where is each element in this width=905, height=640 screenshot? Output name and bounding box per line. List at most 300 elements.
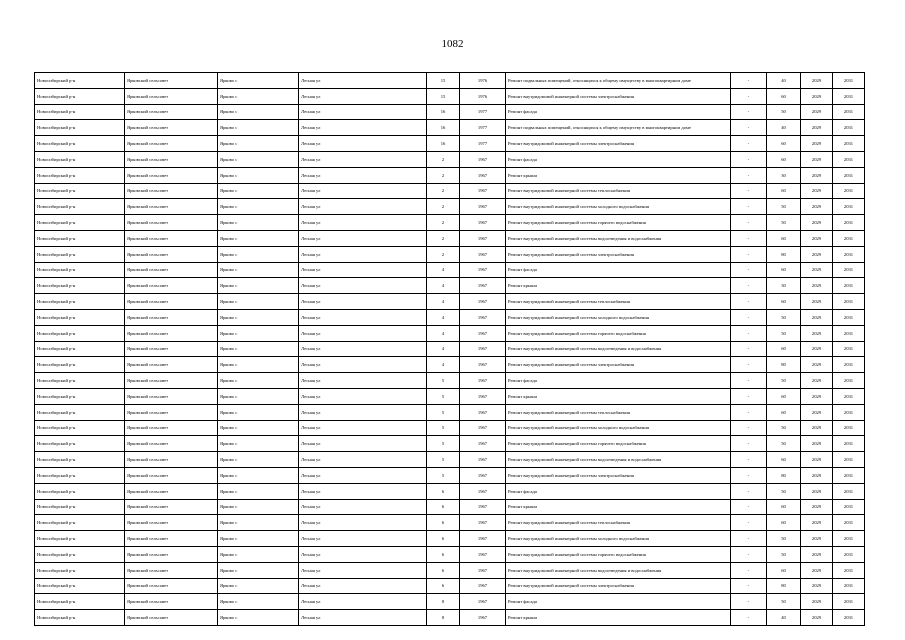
dash-cell: -	[731, 546, 767, 562]
start-year-cell: 2029	[801, 373, 833, 389]
dash-cell: -	[731, 325, 767, 341]
table-row	[35, 151, 865, 167]
year-built-cell: 1967	[460, 357, 506, 373]
volume-cell: 60	[767, 151, 801, 167]
table-row	[35, 183, 865, 199]
year-built-cell: 1967	[460, 341, 506, 357]
district-cell: Новосибирский р-н	[35, 404, 125, 420]
start-year-cell: 2029	[801, 167, 833, 183]
house-number-cell: 6	[427, 578, 460, 594]
street-cell: Лесная ул	[299, 246, 427, 262]
locality-cell: Ярково с	[218, 546, 299, 562]
start-year-cell: 2029	[801, 436, 833, 452]
volume-cell: 40	[767, 120, 801, 136]
work-type-cell: Ремонт внутридомовой инженерной системы электроснабжения	[506, 467, 731, 483]
locality-cell: Ярково с	[218, 499, 299, 515]
district-cell: Новосибирский р-н	[35, 420, 125, 436]
end-year-cell: 2031	[833, 104, 865, 120]
street-cell: Лесная ул	[299, 546, 427, 562]
work-type-cell: Ремонт внутридомовой инженерной системы холодного водоснабжения	[506, 199, 731, 215]
street-cell: Лесная ул	[299, 357, 427, 373]
table-row	[35, 373, 865, 389]
street-cell: Лесная ул	[299, 104, 427, 120]
year-built-cell: 1967	[460, 499, 506, 515]
district-cell: Новосибирский р-н	[35, 151, 125, 167]
settlement-cell: Ярковский сельсовет	[125, 357, 218, 373]
house-number-cell: 6	[427, 515, 460, 531]
settlement-cell: Ярковский сельсовет	[125, 88, 218, 104]
settlement-cell: Ярковский сельсовет	[125, 278, 218, 294]
settlement-cell: Ярковский сельсовет	[125, 309, 218, 325]
district-cell: Новосибирский р-н	[35, 341, 125, 357]
end-year-cell: 2031	[833, 420, 865, 436]
start-year-cell: 2029	[801, 341, 833, 357]
work-type-cell: Ремонт внутридомовой инженерной системы горячего водоснабжения	[506, 436, 731, 452]
table-row	[35, 594, 865, 610]
start-year-cell: 2029	[801, 562, 833, 578]
house-number-cell: 5	[427, 452, 460, 468]
work-type-cell: Ремонт внутридомовой инженерной системы водоотведения и водоснабжения	[506, 341, 731, 357]
table-row	[35, 88, 865, 104]
table-row	[35, 436, 865, 452]
district-cell: Новосибирский р-н	[35, 136, 125, 152]
district-cell: Новосибирский р-н	[35, 562, 125, 578]
dash-cell: -	[731, 167, 767, 183]
end-year-cell: 2031	[833, 515, 865, 531]
district-cell: Новосибирский р-н	[35, 357, 125, 373]
house-number-cell: 15	[427, 73, 460, 89]
work-type-cell: Ремонт внутридомовой инженерной системы электроснабжения	[506, 246, 731, 262]
locality-cell: Ярково с	[218, 230, 299, 246]
dash-cell: -	[731, 341, 767, 357]
locality-cell: Ярково с	[218, 136, 299, 152]
end-year-cell: 2031	[833, 294, 865, 310]
end-year-cell: 2031	[833, 88, 865, 104]
district-cell: Новосибирский р-н	[35, 167, 125, 183]
house-number-cell: 6	[427, 531, 460, 547]
year-built-cell: 1967	[460, 420, 506, 436]
settlement-cell: Ярковский сельсовет	[125, 546, 218, 562]
district-cell: Новосибирский р-н	[35, 499, 125, 515]
year-built-cell: 1967	[460, 309, 506, 325]
dash-cell: -	[731, 278, 767, 294]
year-built-cell: 1967	[460, 404, 506, 420]
year-built-cell: 1967	[460, 294, 506, 310]
work-type-cell: Ремонт внутридомовой инженерной системы горячего водоснабжения	[506, 215, 731, 231]
start-year-cell: 2029	[801, 515, 833, 531]
end-year-cell: 2031	[833, 594, 865, 610]
district-cell: Новосибирский р-н	[35, 278, 125, 294]
settlement-cell: Ярковский сельсовет	[125, 467, 218, 483]
end-year-cell: 2031	[833, 120, 865, 136]
start-year-cell: 2029	[801, 136, 833, 152]
dash-cell: -	[731, 73, 767, 89]
table-row	[35, 388, 865, 404]
table-row	[35, 531, 865, 547]
locality-cell: Ярково с	[218, 262, 299, 278]
table-row	[35, 199, 865, 215]
dash-cell: -	[731, 246, 767, 262]
year-built-cell: 1977	[460, 136, 506, 152]
house-number-cell: 4	[427, 278, 460, 294]
dash-cell: -	[731, 404, 767, 420]
house-number-cell: 2	[427, 151, 460, 167]
table-row	[35, 578, 865, 594]
locality-cell: Ярково с	[218, 341, 299, 357]
end-year-cell: 2031	[833, 230, 865, 246]
end-year-cell: 2031	[833, 262, 865, 278]
volume-cell: 40	[767, 73, 801, 89]
settlement-cell: Ярковский сельсовет	[125, 594, 218, 610]
street-cell: Лесная ул	[299, 199, 427, 215]
table-row	[35, 499, 865, 515]
start-year-cell: 2029	[801, 594, 833, 610]
end-year-cell: 2031	[833, 357, 865, 373]
end-year-cell: 2031	[833, 215, 865, 231]
volume-cell: 50	[767, 420, 801, 436]
year-built-cell: 1967	[460, 167, 506, 183]
locality-cell: Ярково с	[218, 246, 299, 262]
volume-cell: 80	[767, 357, 801, 373]
end-year-cell: 2031	[833, 388, 865, 404]
street-cell: Лесная ул	[299, 483, 427, 499]
year-built-cell: 1976	[460, 73, 506, 89]
settlement-cell: Ярковский сельсовет	[125, 230, 218, 246]
work-type-cell: Ремонт подвальных помещений, относящихся к общему имуществу в многоквартирном доме	[506, 73, 731, 89]
locality-cell: Ярково с	[218, 467, 299, 483]
volume-cell: 80	[767, 246, 801, 262]
dash-cell: -	[731, 88, 767, 104]
locality-cell: Ярково с	[218, 325, 299, 341]
district-cell: Новосибирский р-н	[35, 546, 125, 562]
house-number-cell: 6	[427, 483, 460, 499]
year-built-cell: 1967	[460, 546, 506, 562]
table-row	[35, 215, 865, 231]
dash-cell: -	[731, 183, 767, 199]
street-cell: Лесная ул	[299, 230, 427, 246]
start-year-cell: 2029	[801, 88, 833, 104]
house-number-cell: 15	[427, 88, 460, 104]
end-year-cell: 2031	[833, 325, 865, 341]
start-year-cell: 2029	[801, 246, 833, 262]
dash-cell: -	[731, 499, 767, 515]
house-number-cell: 16	[427, 136, 460, 152]
district-cell: Новосибирский р-н	[35, 215, 125, 231]
work-type-cell: Ремонт внутридомовой инженерной системы теплоснабжения	[506, 515, 731, 531]
district-cell: Новосибирский р-н	[35, 436, 125, 452]
table-body	[35, 73, 865, 626]
start-year-cell: 2029	[801, 73, 833, 89]
year-built-cell: 1967	[460, 467, 506, 483]
end-year-cell: 2031	[833, 404, 865, 420]
settlement-cell: Ярковский сельсовет	[125, 341, 218, 357]
end-year-cell: 2031	[833, 499, 865, 515]
house-number-cell: 5	[427, 467, 460, 483]
volume-cell: 60	[767, 388, 801, 404]
locality-cell: Ярково с	[218, 120, 299, 136]
volume-cell: 60	[767, 452, 801, 468]
street-cell: Лесная ул	[299, 610, 427, 626]
table-row	[35, 420, 865, 436]
street-cell: Лесная ул	[299, 294, 427, 310]
settlement-cell: Ярковский сельсовет	[125, 578, 218, 594]
end-year-cell: 2031	[833, 341, 865, 357]
end-year-cell: 2031	[833, 136, 865, 152]
house-number-cell: 2	[427, 215, 460, 231]
district-cell: Новосибирский р-н	[35, 88, 125, 104]
settlement-cell: Ярковский сельсовет	[125, 404, 218, 420]
table-row	[35, 230, 865, 246]
work-type-cell: Ремонт внутридомовой инженерной системы электроснабжения	[506, 357, 731, 373]
table-row	[35, 467, 865, 483]
volume-cell: 80	[767, 467, 801, 483]
start-year-cell: 2029	[801, 531, 833, 547]
start-year-cell: 2029	[801, 215, 833, 231]
street-cell: Лесная ул	[299, 499, 427, 515]
work-type-cell: Ремонт внутридомовой инженерной системы горячего водоснабжения	[506, 546, 731, 562]
volume-cell: 50	[767, 483, 801, 499]
settlement-cell: Ярковский сельсовет	[125, 73, 218, 89]
end-year-cell: 2031	[833, 73, 865, 89]
street-cell: Лесная ул	[299, 531, 427, 547]
settlement-cell: Ярковский сельсовет	[125, 183, 218, 199]
district-cell: Новосибирский р-н	[35, 309, 125, 325]
work-type-cell: Ремонт крыши	[506, 388, 731, 404]
house-number-cell: 2	[427, 230, 460, 246]
district-cell: Новосибирский р-н	[35, 594, 125, 610]
volume-cell: 60	[767, 136, 801, 152]
house-number-cell: 2	[427, 199, 460, 215]
end-year-cell: 2031	[833, 167, 865, 183]
district-cell: Новосибирский р-н	[35, 183, 125, 199]
street-cell: Лесная ул	[299, 183, 427, 199]
locality-cell: Ярково с	[218, 215, 299, 231]
end-year-cell: 2031	[833, 309, 865, 325]
start-year-cell: 2029	[801, 467, 833, 483]
work-type-cell: Ремонт крыши	[506, 167, 731, 183]
settlement-cell: Ярковский сельсовет	[125, 420, 218, 436]
dash-cell: -	[731, 436, 767, 452]
year-built-cell: 1967	[460, 215, 506, 231]
year-built-cell: 1967	[460, 515, 506, 531]
house-number-cell: 4	[427, 309, 460, 325]
volume-cell: 50	[767, 373, 801, 389]
table-row	[35, 120, 865, 136]
district-cell: Новосибирский р-н	[35, 230, 125, 246]
table-row	[35, 515, 865, 531]
dash-cell: -	[731, 120, 767, 136]
table-row	[35, 452, 865, 468]
settlement-cell: Ярковский сельсовет	[125, 120, 218, 136]
work-type-cell: Ремонт фасада	[506, 104, 731, 120]
table-row	[35, 610, 865, 626]
locality-cell: Ярково с	[218, 452, 299, 468]
year-built-cell: 1977	[460, 120, 506, 136]
dash-cell: -	[731, 136, 767, 152]
house-number-cell: 16	[427, 120, 460, 136]
settlement-cell: Ярковский сельсовет	[125, 246, 218, 262]
year-built-cell: 1967	[460, 373, 506, 389]
street-cell: Лесная ул	[299, 73, 427, 89]
street-cell: Лесная ул	[299, 420, 427, 436]
locality-cell: Ярково с	[218, 199, 299, 215]
locality-cell: Ярково с	[218, 309, 299, 325]
district-cell: Новосибирский р-н	[35, 294, 125, 310]
start-year-cell: 2029	[801, 262, 833, 278]
street-cell: Лесная ул	[299, 404, 427, 420]
volume-cell: 80	[767, 578, 801, 594]
volume-cell: 60	[767, 230, 801, 246]
house-number-cell: 4	[427, 294, 460, 310]
end-year-cell: 2031	[833, 373, 865, 389]
volume-cell: 60	[767, 515, 801, 531]
end-year-cell: 2031	[833, 183, 865, 199]
start-year-cell: 2029	[801, 325, 833, 341]
dash-cell: -	[731, 467, 767, 483]
locality-cell: Ярково с	[218, 420, 299, 436]
settlement-cell: Ярковский сельсовет	[125, 515, 218, 531]
start-year-cell: 2029	[801, 388, 833, 404]
locality-cell: Ярково с	[218, 183, 299, 199]
district-cell: Новосибирский р-н	[35, 373, 125, 389]
locality-cell: Ярково с	[218, 357, 299, 373]
street-cell: Лесная ул	[299, 151, 427, 167]
start-year-cell: 2029	[801, 278, 833, 294]
year-built-cell: 1967	[460, 610, 506, 626]
start-year-cell: 2029	[801, 309, 833, 325]
street-cell: Лесная ул	[299, 388, 427, 404]
start-year-cell: 2029	[801, 483, 833, 499]
table-row	[35, 309, 865, 325]
year-built-cell: 1967	[460, 436, 506, 452]
table-row	[35, 104, 865, 120]
table-row	[35, 483, 865, 499]
dash-cell: -	[731, 262, 767, 278]
volume-cell: 50	[767, 309, 801, 325]
start-year-cell: 2029	[801, 151, 833, 167]
locality-cell: Ярково с	[218, 404, 299, 420]
house-number-cell: 6	[427, 562, 460, 578]
district-cell: Новосибирский р-н	[35, 262, 125, 278]
year-built-cell: 1967	[460, 151, 506, 167]
locality-cell: Ярково с	[218, 562, 299, 578]
locality-cell: Ярково с	[218, 73, 299, 89]
house-number-cell: 4	[427, 325, 460, 341]
work-type-cell: Ремонт фасада	[506, 594, 731, 610]
house-number-cell: 4	[427, 262, 460, 278]
year-built-cell: 1967	[460, 452, 506, 468]
year-built-cell: 1976	[460, 88, 506, 104]
locality-cell: Ярково с	[218, 151, 299, 167]
district-cell: Новосибирский р-н	[35, 325, 125, 341]
volume-cell: 50	[767, 546, 801, 562]
volume-cell: 50	[767, 199, 801, 215]
house-number-cell: 16	[427, 104, 460, 120]
start-year-cell: 2029	[801, 546, 833, 562]
house-number-cell: 5	[427, 420, 460, 436]
year-built-cell: 1967	[460, 562, 506, 578]
street-cell: Лесная ул	[299, 452, 427, 468]
end-year-cell: 2031	[833, 562, 865, 578]
settlement-cell: Ярковский сельсовет	[125, 199, 218, 215]
locality-cell: Ярково с	[218, 278, 299, 294]
dash-cell: -	[731, 199, 767, 215]
year-built-cell: 1967	[460, 278, 506, 294]
district-cell: Новосибирский р-н	[35, 610, 125, 626]
work-type-cell: Ремонт внутридомовой инженерной системы водоотведения и водоснабжения	[506, 562, 731, 578]
locality-cell: Ярково с	[218, 373, 299, 389]
start-year-cell: 2029	[801, 420, 833, 436]
work-type-cell: Ремонт внутридомовой инженерной системы водоотведения и водоснабжения	[506, 230, 731, 246]
end-year-cell: 2031	[833, 278, 865, 294]
settlement-cell: Ярковский сельсовет	[125, 262, 218, 278]
end-year-cell: 2031	[833, 246, 865, 262]
volume-cell: 30	[767, 167, 801, 183]
year-built-cell: 1967	[460, 578, 506, 594]
work-type-cell: Ремонт фасада	[506, 262, 731, 278]
end-year-cell: 2031	[833, 467, 865, 483]
volume-cell: 60	[767, 183, 801, 199]
locality-cell: Ярково с	[218, 531, 299, 547]
settlement-cell: Ярковский сельсовет	[125, 452, 218, 468]
dash-cell: -	[731, 452, 767, 468]
end-year-cell: 2031	[833, 531, 865, 547]
capital-repair-table	[34, 72, 865, 626]
house-number-cell: 2	[427, 246, 460, 262]
work-type-cell: Ремонт внутридомовой инженерной системы водоотведения и водоснабжения	[506, 452, 731, 468]
work-type-cell: Ремонт внутридомовой инженерной системы горячего водоснабжения	[506, 325, 731, 341]
dash-cell: -	[731, 483, 767, 499]
table-row	[35, 246, 865, 262]
year-built-cell: 1967	[460, 483, 506, 499]
end-year-cell: 2031	[833, 199, 865, 215]
start-year-cell: 2029	[801, 294, 833, 310]
house-number-cell: 5	[427, 388, 460, 404]
work-type-cell: Ремонт подвальных помещений, относящихся к общему имуществу в многоквартирном доме	[506, 120, 731, 136]
table-row	[35, 325, 865, 341]
street-cell: Лесная ул	[299, 436, 427, 452]
locality-cell: Ярково с	[218, 436, 299, 452]
work-type-cell: Ремонт внутридомовой инженерной системы холодного водоснабжения	[506, 531, 731, 547]
street-cell: Лесная ул	[299, 278, 427, 294]
dash-cell: -	[731, 562, 767, 578]
year-built-cell: 1967	[460, 262, 506, 278]
settlement-cell: Ярковский сельсовет	[125, 373, 218, 389]
locality-cell: Ярково с	[218, 167, 299, 183]
table-row	[35, 294, 865, 310]
start-year-cell: 2029	[801, 230, 833, 246]
end-year-cell: 2031	[833, 483, 865, 499]
dash-cell: -	[731, 578, 767, 594]
street-cell: Лесная ул	[299, 136, 427, 152]
street-cell: Лесная ул	[299, 578, 427, 594]
table-row	[35, 136, 865, 152]
work-type-cell: Ремонт крыши	[506, 278, 731, 294]
start-year-cell: 2029	[801, 183, 833, 199]
settlement-cell: Ярковский сельсовет	[125, 151, 218, 167]
settlement-cell: Ярковский сельсовет	[125, 562, 218, 578]
settlement-cell: Ярковский сельсовет	[125, 499, 218, 515]
locality-cell: Ярково с	[218, 104, 299, 120]
settlement-cell: Ярковский сельсовет	[125, 215, 218, 231]
year-built-cell: 1967	[460, 594, 506, 610]
work-type-cell: Ремонт внутридомовой инженерной системы электроснабжения	[506, 136, 731, 152]
street-cell: Лесная ул	[299, 88, 427, 104]
work-type-cell: Ремонт крыши	[506, 610, 731, 626]
street-cell: Лесная ул	[299, 262, 427, 278]
work-type-cell: Ремонт фасада	[506, 373, 731, 389]
table-row	[35, 278, 865, 294]
